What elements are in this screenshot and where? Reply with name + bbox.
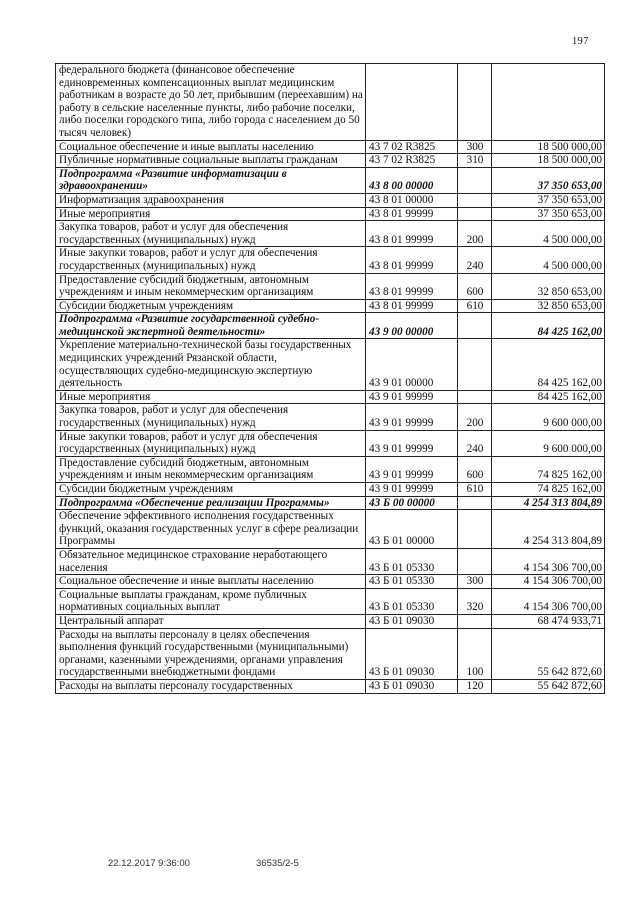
table-row bbox=[56, 614, 605, 628]
row-code-cell: 43 Б 01 09030 bbox=[366, 679, 458, 693]
row-expense-type-cell: 240 bbox=[458, 430, 492, 456]
row-sum-cell: 4 254 313 804,89 bbox=[492, 496, 605, 510]
table-row bbox=[56, 299, 605, 313]
row-name-cell: Расходы на выплаты персоналу в целях обеспечения выполнения функций государственными (муниципальными) органами, казенными учреждениями, органами управления государственными внебюджетными фондами bbox=[56, 628, 366, 679]
row-code-cell: 43 8 01 99999 bbox=[366, 207, 458, 221]
row-expense-type-cell bbox=[458, 496, 492, 510]
row-sum-cell: 4 500 000,00 bbox=[492, 247, 605, 273]
row-expense-type-cell bbox=[458, 207, 492, 221]
table-row bbox=[56, 273, 605, 299]
row-sum-cell: 84 425 162,00 bbox=[492, 313, 605, 339]
row-expense-type-cell bbox=[458, 64, 492, 141]
row-sum-cell: 32 850 653,00 bbox=[492, 299, 605, 313]
row-sum-cell: 37 350 653,00 bbox=[492, 193, 605, 207]
row-code-cell: 43 9 01 99999 bbox=[366, 390, 458, 404]
row-sum-cell: 4 254 313 804,89 bbox=[492, 510, 605, 549]
row-name-cell: Социальные выплаты гражданам, кроме публичных нормативных социальных выплат bbox=[56, 588, 366, 614]
row-expense-type-cell: 200 bbox=[458, 404, 492, 430]
row-sum-cell: 74 825 162,00 bbox=[492, 456, 605, 482]
row-expense-type-cell bbox=[458, 614, 492, 628]
row-sum-cell: 4 154 306 700,00 bbox=[492, 588, 605, 614]
row-code-cell: 43 9 01 99999 bbox=[366, 483, 458, 497]
row-sum-cell: 9 600 000,00 bbox=[492, 404, 605, 430]
row-expense-type-cell: 200 bbox=[458, 221, 492, 247]
row-sum-cell: 32 850 653,00 bbox=[492, 273, 605, 299]
row-name-cell: федерального бюджета (финансовое обеспечение единовременных компенсационных выплат медицинским работникам в возрасте до 50 лет, прибывшим (переехавшим) на работу в сельские населенные пункты, либо рабочие поселки, либо поселки городского типа, либо города с населением до 50 тысяч человек) bbox=[56, 64, 366, 141]
row-name-cell: Социальное обеспечение и иные выплаты населению bbox=[56, 575, 366, 589]
row-code-cell: 43 Б 01 09030 bbox=[366, 628, 458, 679]
row-expense-type-cell bbox=[458, 313, 492, 339]
footer-document-code: 36535/2-5 bbox=[256, 858, 299, 869]
row-name-cell: Закупка товаров, работ и услуг для обеспечения государственных (муниципальных) нужд bbox=[56, 404, 366, 430]
row-code-cell: 43 9 01 00000 bbox=[366, 339, 458, 390]
subprogram-row bbox=[56, 167, 605, 193]
row-expense-type-cell bbox=[458, 548, 492, 574]
row-sum-cell: 4 154 306 700,00 bbox=[492, 548, 605, 574]
subprogram-row bbox=[56, 313, 605, 339]
row-expense-type-cell bbox=[458, 390, 492, 404]
row-code-cell: 43 Б 01 09030 bbox=[366, 614, 458, 628]
row-code-cell: 43 9 01 99999 bbox=[366, 430, 458, 456]
table-row bbox=[56, 588, 605, 614]
row-sum-cell: 4 500 000,00 bbox=[492, 221, 605, 247]
row-name-cell: Подпрограмма «Развитие государственной судебно-медицинской экспертной деятельности» bbox=[56, 313, 366, 339]
row-sum-cell: 68 474 933,71 bbox=[492, 614, 605, 628]
table-row bbox=[56, 140, 605, 154]
row-name-cell: Центральный аппарат bbox=[56, 614, 366, 628]
row-name-cell: Расходы на выплаты персоналу государственных bbox=[56, 679, 366, 693]
row-code-cell: 43 9 01 99999 bbox=[366, 404, 458, 430]
row-expense-type-cell: 610 bbox=[458, 299, 492, 313]
row-sum-cell: 37 350 653,00 bbox=[492, 167, 605, 193]
row-code-cell: 43 Б 01 00000 bbox=[366, 510, 458, 549]
row-sum-cell: 37 350 653,00 bbox=[492, 207, 605, 221]
row-expense-type-cell: 320 bbox=[458, 588, 492, 614]
row-name-cell: Субсидии бюджетным учреждениям bbox=[56, 483, 366, 497]
row-name-cell: Предоставление субсидий бюджетным, автономным учреждениям и иным некоммерческим организациям bbox=[56, 273, 366, 299]
row-expense-type-cell: 310 bbox=[458, 154, 492, 168]
row-code-cell: 43 Б 00 00000 bbox=[366, 496, 458, 510]
table-row bbox=[56, 679, 605, 693]
row-name-cell: Иные закупки товаров, работ и услуг для обеспечения государственных (муниципальных) нужд bbox=[56, 247, 366, 273]
budget-table bbox=[55, 63, 605, 694]
page-number: 197 bbox=[572, 36, 589, 47]
row-sum-cell: 9 600 000,00 bbox=[492, 430, 605, 456]
row-code-cell: 43 7 02 R3825 bbox=[366, 140, 458, 154]
row-code-cell: 43 8 01 00000 bbox=[366, 193, 458, 207]
row-expense-type-cell bbox=[458, 167, 492, 193]
row-expense-type-cell bbox=[458, 193, 492, 207]
row-name-cell: Иные мероприятия bbox=[56, 207, 366, 221]
row-name-cell: Предоставление субсидий бюджетным, автономным учреждениям и иным некоммерческим организациям bbox=[56, 456, 366, 482]
row-code-cell: 43 8 01 99999 bbox=[366, 299, 458, 313]
table-row bbox=[56, 404, 605, 430]
row-code-cell: 43 Б 01 05330 bbox=[366, 575, 458, 589]
row-expense-type-cell: 610 bbox=[458, 483, 492, 497]
table-row bbox=[56, 339, 605, 390]
table-row bbox=[56, 430, 605, 456]
row-expense-type-cell: 120 bbox=[458, 679, 492, 693]
table-row bbox=[56, 390, 605, 404]
row-name-cell: Субсидии бюджетным учреждениям bbox=[56, 299, 366, 313]
row-expense-type-cell: 600 bbox=[458, 273, 492, 299]
row-expense-type-cell: 240 bbox=[458, 247, 492, 273]
row-sum-cell bbox=[492, 64, 605, 141]
row-expense-type-cell bbox=[458, 510, 492, 549]
budget-table-body bbox=[56, 64, 605, 694]
table-row bbox=[56, 64, 605, 141]
table-row bbox=[56, 510, 605, 549]
row-code-cell: 43 Б 01 05330 bbox=[366, 588, 458, 614]
row-code-cell: 43 Б 01 05330 bbox=[366, 548, 458, 574]
row-code-cell: 43 7 02 R3825 bbox=[366, 154, 458, 168]
row-sum-cell: 84 425 162,00 bbox=[492, 390, 605, 404]
table-row bbox=[56, 575, 605, 589]
row-code-cell: 43 9 01 99999 bbox=[366, 456, 458, 482]
row-name-cell: Подпрограмма «Обеспечение реализации Программы» bbox=[56, 496, 366, 510]
footer-timestamp: 22.12.2017 9:36:00 bbox=[108, 858, 190, 869]
table-row bbox=[56, 221, 605, 247]
row-code-cell: 43 8 01 99999 bbox=[366, 221, 458, 247]
table-row bbox=[56, 456, 605, 482]
row-expense-type-cell: 300 bbox=[458, 575, 492, 589]
row-name-cell: Иные мероприятия bbox=[56, 390, 366, 404]
table-row bbox=[56, 628, 605, 679]
row-name-cell: Иные закупки товаров, работ и услуг для обеспечения государственных (муниципальных) нужд bbox=[56, 430, 366, 456]
table-row bbox=[56, 193, 605, 207]
row-name-cell: Обязательное медицинское страхование неработающего населения bbox=[56, 548, 366, 574]
table-row bbox=[56, 207, 605, 221]
row-sum-cell: 4 154 306 700,00 bbox=[492, 575, 605, 589]
row-sum-cell: 74 825 162,00 bbox=[492, 483, 605, 497]
table-row bbox=[56, 483, 605, 497]
row-expense-type-cell: 300 bbox=[458, 140, 492, 154]
row-name-cell: Обеспечение эффективного исполнения государственных функций, оказания государственных услуг в сфере реализации Программы bbox=[56, 510, 366, 549]
table-row bbox=[56, 548, 605, 574]
row-sum-cell: 55 642 872,60 bbox=[492, 628, 605, 679]
row-name-cell: Информатизация здравоохранения bbox=[56, 193, 366, 207]
row-expense-type-cell: 100 bbox=[458, 628, 492, 679]
row-code-cell: 43 8 01 99999 bbox=[366, 273, 458, 299]
row-sum-cell: 84 425 162,00 bbox=[492, 339, 605, 390]
row-name-cell: Публичные нормативные социальные выплаты гражданам bbox=[56, 154, 366, 168]
row-expense-type-cell bbox=[458, 339, 492, 390]
row-name-cell: Подпрограмма «Развитие информатизации в здравоохранении» bbox=[56, 167, 366, 193]
subprogram-row bbox=[56, 496, 605, 510]
row-expense-type-cell: 600 bbox=[458, 456, 492, 482]
row-code-cell: 43 8 01 99999 bbox=[366, 247, 458, 273]
row-name-cell: Закупка товаров, работ и услуг для обеспечения государственных (муниципальных) нужд bbox=[56, 221, 366, 247]
row-sum-cell: 18 500 000,00 bbox=[492, 154, 605, 168]
row-sum-cell: 55 642 872,60 bbox=[492, 679, 605, 693]
row-code-cell: 43 9 00 00000 bbox=[366, 313, 458, 339]
row-code-cell: 43 8 00 00000 bbox=[366, 167, 458, 193]
row-code-cell bbox=[366, 64, 458, 141]
table-row bbox=[56, 154, 605, 168]
table-row bbox=[56, 247, 605, 273]
row-sum-cell: 18 500 000,00 bbox=[492, 140, 605, 154]
row-name-cell: Укрепление материально-технической базы государственных медицинских учреждений Рязанской области, осуществляющих судебно-медицинскую экспертную деятельность bbox=[56, 339, 366, 390]
row-name-cell: Социальное обеспечение и иные выплаты населению bbox=[56, 140, 366, 154]
